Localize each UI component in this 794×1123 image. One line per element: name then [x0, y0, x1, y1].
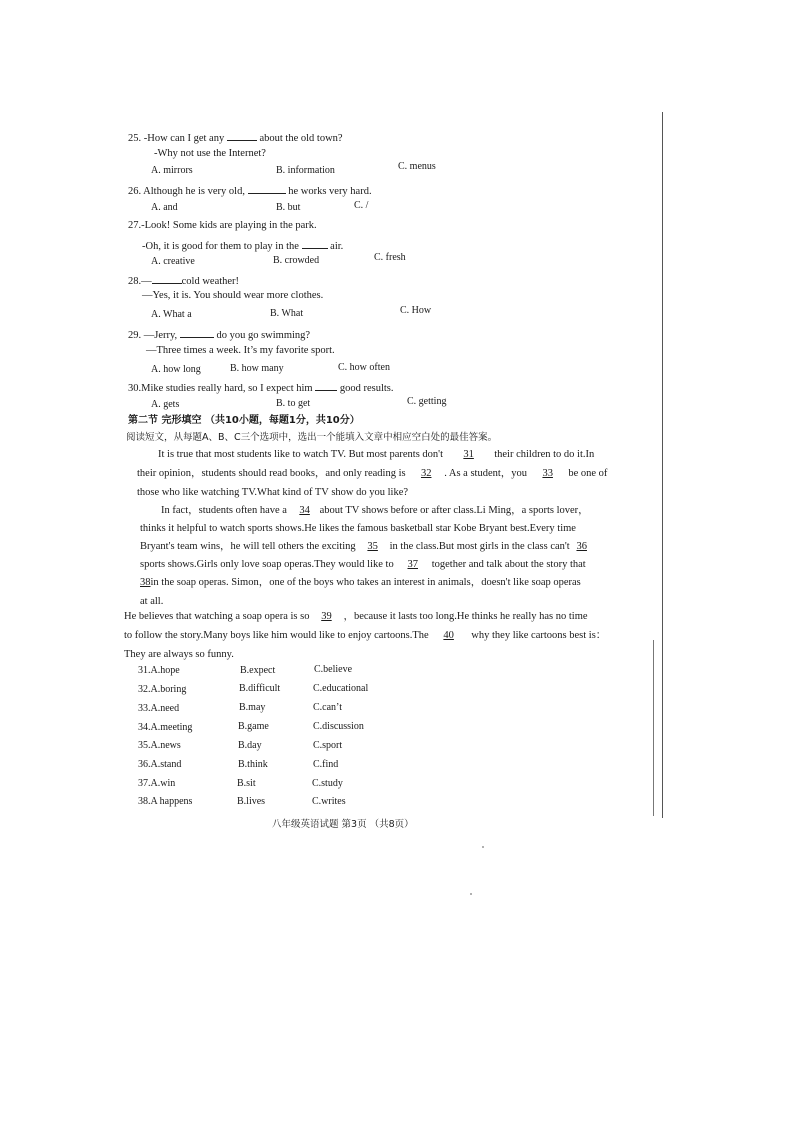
- passage-line: 38in the soap operas. Simon，one of the boys who takes an interest in animals，doesn't like soap operas: [140, 577, 581, 588]
- right-margin-line-inner: [653, 640, 654, 816]
- option-c: C.sport: [313, 740, 343, 751]
- option-c: C. menus: [398, 161, 436, 172]
- option-a: 35.A.news: [138, 740, 181, 751]
- scan-speck: [470, 893, 472, 895]
- passage-line: thinks it helpful to watch sports shows.He likes the famous basketball star Kobe Bryant best.Every time: [140, 523, 576, 534]
- question-29-reply: —Three times a week. It’s my favorite sport.: [146, 345, 335, 356]
- question-29: 29. —Jerry, do you go swimming?: [128, 326, 310, 343]
- page-footer: 八年级英语试题 第3页 （共8页）: [272, 819, 414, 830]
- option-c: C. getting: [407, 396, 447, 407]
- option-b: B.expect: [240, 665, 276, 676]
- passage-line: They are always so funny.: [124, 649, 234, 660]
- passage-line: to follow the story.Many boys like him would like to enjoy cartoons.The 40 why they like cartoons best is：: [124, 630, 607, 641]
- option-b: B.difficult: [239, 683, 281, 694]
- scan-speck: [482, 846, 484, 848]
- blank-37: 37: [407, 559, 418, 570]
- option-b: B.may: [239, 702, 266, 713]
- option-c: C.can’t: [313, 702, 342, 713]
- question-27: 27.-Look! Some kids are playing in the park.: [128, 220, 317, 231]
- option-a: 31.A.hope: [138, 665, 180, 676]
- option-b: B. crowded: [273, 255, 320, 266]
- passage-line: Bryant's team wins，he will tell others the exciting 35 in the class.But most girls in the class can't 36: [140, 540, 594, 554]
- passage-line: at all.: [140, 596, 164, 607]
- option-c: C. fresh: [374, 252, 406, 263]
- option-b: B. but: [276, 202, 301, 213]
- option-b: B. to get: [276, 398, 311, 409]
- blank-39: 39: [321, 611, 332, 622]
- blank-32: 32: [420, 468, 432, 479]
- question-30: 30.Mike studies really hard, so I expect him good results.: [128, 379, 394, 396]
- option-c: C.believe: [314, 664, 353, 675]
- option-b: B.think: [238, 759, 268, 770]
- blank-33: 33: [542, 468, 553, 479]
- option-b: B.day: [238, 740, 262, 751]
- option-a: A. gets: [151, 399, 180, 410]
- passage-line: sports shows.Girls only love soap operas.They would like to 37 together and talk about the story that: [140, 559, 586, 570]
- option-b: B. What: [270, 308, 304, 319]
- passage-line: He believes that watching a soap opera is so 39 ，because it lasts too long.He thinks he really has no time: [124, 611, 588, 622]
- option-c: C. how often: [338, 362, 390, 373]
- passage-line: It is true that most students like to watch TV. But most parents don't 31 their children to do it.In: [158, 449, 595, 460]
- answer-blank: [227, 129, 257, 141]
- question-28-reply: —Yes, it is. You should wear more clothes.: [142, 290, 324, 301]
- blank-36: 36: [576, 541, 587, 552]
- option-a: A. mirrors: [151, 165, 193, 176]
- section-instruction: 阅读短文，从每题A、B、C三个选项中，选出一个能填入文章中相应空白处的最佳答案。: [126, 432, 498, 443]
- right-margin-line: [662, 112, 663, 818]
- option-a: 36.A.stand: [138, 759, 182, 770]
- option-a: A. creative: [151, 256, 195, 267]
- passage-line: those who like watching TV.What kind of TV show do you like?: [137, 487, 409, 498]
- option-a: 37.A.win: [138, 778, 176, 789]
- option-a: 33.A.need: [138, 703, 180, 714]
- passage-line: their opinion，students should read books，and only reading is 32 . As a student，you 33 be one of: [137, 468, 608, 479]
- option-a: A. how long: [151, 364, 201, 375]
- option-b: B.sit: [237, 778, 256, 789]
- option-b: B.lives: [237, 796, 266, 807]
- option-c: C.study: [312, 778, 343, 789]
- answer-blank: [315, 379, 337, 391]
- question-28: 28.— cold weather!: [128, 272, 239, 289]
- option-c: C.discussion: [313, 721, 364, 732]
- answer-blank: [152, 272, 182, 284]
- option-a: A. What a: [151, 309, 192, 320]
- question-27-reply: -Oh, it is good for them to play in the air.: [142, 237, 343, 254]
- answer-blank: [302, 237, 328, 249]
- option-a: 34.A.meeting: [138, 722, 193, 733]
- blank-34: 34: [299, 505, 310, 516]
- passage-line: In fact，students often have a 34 about TV shows before or after class.Li Ming，a sports lover，: [161, 505, 589, 516]
- option-c: C. /: [354, 200, 369, 211]
- option-a: 38.A happens: [138, 796, 193, 807]
- option-b: B. information: [276, 165, 335, 176]
- section-title: 第二节 完形填空 （共10小题，每题1分，共10分）: [128, 415, 360, 426]
- option-b: B. how many: [230, 363, 284, 374]
- option-a: A. and: [151, 202, 178, 213]
- answer-blank: [248, 182, 286, 194]
- option-c: C. How: [400, 305, 432, 316]
- answer-blank: [180, 326, 214, 338]
- blank-38: 38: [140, 577, 151, 588]
- question-26: 26. Although he is very old, he works very hard.: [128, 182, 372, 199]
- option-c: C.writes: [312, 796, 346, 807]
- option-a: 32.A.boring: [138, 684, 187, 695]
- option-b: B.game: [238, 721, 269, 732]
- question-25: 25. -How can I get any about the old town?: [128, 129, 343, 146]
- blank-31: 31: [463, 449, 474, 460]
- option-c: C.find: [313, 759, 339, 770]
- question-25-reply: -Why not use the Internet?: [154, 148, 266, 159]
- option-c: C.educational: [313, 683, 369, 694]
- blank-40: 40: [443, 630, 454, 641]
- blank-35: 35: [367, 541, 378, 552]
